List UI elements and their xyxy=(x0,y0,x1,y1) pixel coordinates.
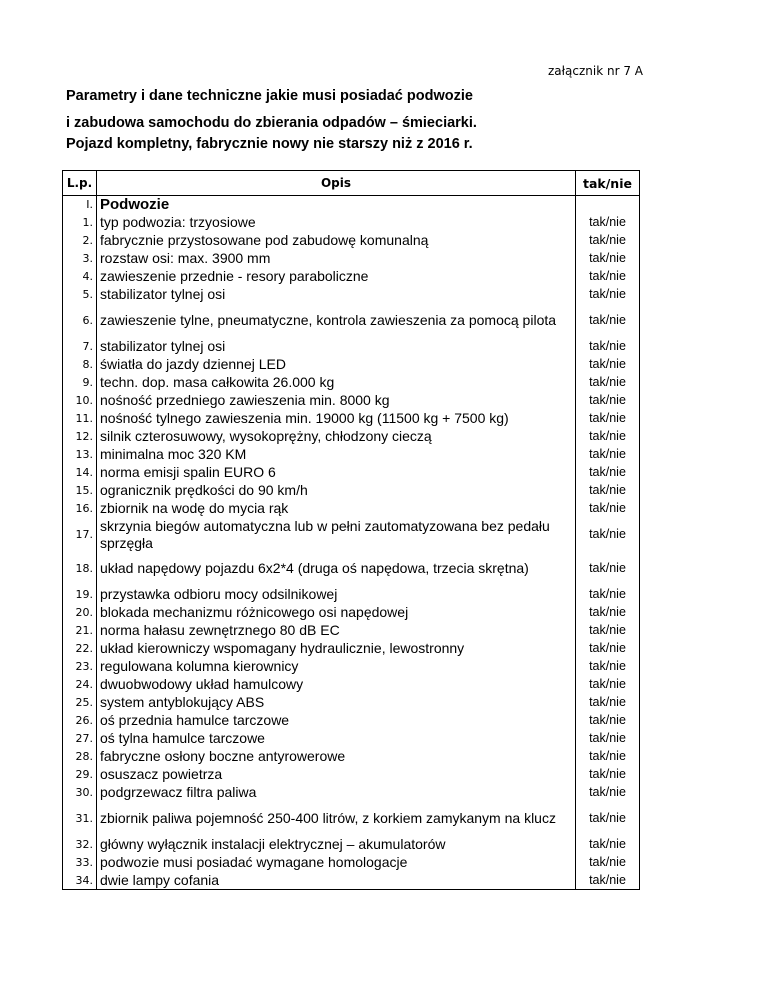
row-number: 24. xyxy=(63,676,97,694)
row-answer: tak/nie xyxy=(576,338,640,356)
section-row xyxy=(63,196,640,214)
row-answer: tak/nie xyxy=(576,518,640,552)
row-description: zawieszenie przednie - resory paraboliczne xyxy=(97,268,576,286)
row-description: światła do jazdy dziennej LED xyxy=(97,356,576,374)
table-row xyxy=(63,392,640,410)
row-number: 8. xyxy=(63,356,97,374)
row-answer: tak/nie xyxy=(576,356,640,374)
row-number: 25. xyxy=(63,694,97,712)
table-header-row xyxy=(63,171,640,196)
row-description: norma hałasu zewnętrznego 80 dB EC xyxy=(97,622,576,640)
table-row xyxy=(63,374,640,392)
row-answer: tak/nie xyxy=(576,304,640,338)
row-description: dwie lampy cofania xyxy=(97,872,576,890)
row-number: 27. xyxy=(63,730,97,748)
table-row xyxy=(63,640,640,658)
row-number: 31. xyxy=(63,802,97,836)
header-answer: tak/nie xyxy=(576,171,640,196)
table-row xyxy=(63,304,640,338)
row-answer: tak/nie xyxy=(576,286,640,304)
row-answer: tak/nie xyxy=(576,500,640,518)
row-description: skrzynia biegów automatyczna lub w pełni zautomatyzowana bez pedału sprzęgła xyxy=(97,518,576,552)
row-answer: tak/nie xyxy=(576,586,640,604)
row-answer: tak/nie xyxy=(576,410,640,428)
table-row xyxy=(63,232,640,250)
row-answer: tak/nie xyxy=(576,622,640,640)
row-answer: tak/nie xyxy=(576,232,640,250)
table-row xyxy=(63,250,640,268)
row-answer: tak/nie xyxy=(576,836,640,854)
table-row xyxy=(63,730,640,748)
row-description: stabilizator tylnej osi xyxy=(97,338,576,356)
table-row xyxy=(63,694,640,712)
table-row xyxy=(63,286,640,304)
annex-label: załącznik nr 7 A xyxy=(547,64,643,78)
row-answer: tak/nie xyxy=(576,428,640,446)
table-row xyxy=(63,356,640,374)
row-number: 5. xyxy=(63,286,97,304)
row-description: system antyblokujący ABS xyxy=(97,694,576,712)
row-number: 20. xyxy=(63,604,97,622)
row-answer: tak/nie xyxy=(576,784,640,802)
table-row xyxy=(63,338,640,356)
heading-line-2: i zabudowa samochodu do zbierania odpadów – śmieciarki. xyxy=(66,115,477,131)
row-number: 6. xyxy=(63,304,97,338)
table-row xyxy=(63,428,640,446)
row-number: 30. xyxy=(63,784,97,802)
heading-line-3: Pojazd kompletny, fabrycznie nowy nie starszy niż z 2016 r. xyxy=(66,136,473,152)
row-description: podgrzewacz filtra paliwa xyxy=(97,784,576,802)
row-answer: tak/nie xyxy=(576,676,640,694)
specification-table xyxy=(62,170,640,890)
table-row xyxy=(63,410,640,428)
row-answer: tak/nie xyxy=(576,872,640,890)
row-number: 7. xyxy=(63,338,97,356)
row-number: 22. xyxy=(63,640,97,658)
row-description: zbiornik paliwa pojemność 250-400 litrów, z korkiem zamykanym na klucz xyxy=(97,802,576,836)
row-number: I. xyxy=(63,196,97,214)
header-lp: L.p. xyxy=(63,171,97,196)
row-description: osuszacz powietrza xyxy=(97,766,576,784)
heading-line-1: Parametry i dane techniczne jakie musi posiadać podwozie xyxy=(66,88,473,104)
table-row xyxy=(63,748,640,766)
row-answer: tak/nie xyxy=(576,464,640,482)
table-row xyxy=(63,872,640,890)
row-description: fabryczne osłony boczne antyrowerowe xyxy=(97,748,576,766)
table-row xyxy=(63,268,640,286)
row-answer: tak/nie xyxy=(576,694,640,712)
row-description: ogranicznik prędkości do 90 km/h xyxy=(97,482,576,500)
row-number: 28. xyxy=(63,748,97,766)
table-row xyxy=(63,784,640,802)
row-description: blokada mechanizmu różnicowego osi napędowej xyxy=(97,604,576,622)
table-row xyxy=(63,552,640,586)
row-number: 19. xyxy=(63,586,97,604)
row-answer: tak/nie xyxy=(576,802,640,836)
row-number: 21. xyxy=(63,622,97,640)
row-answer: tak/nie xyxy=(576,268,640,286)
row-answer: tak/nie xyxy=(576,640,640,658)
row-number: 15. xyxy=(63,482,97,500)
row-number: 29. xyxy=(63,766,97,784)
row-number: 23. xyxy=(63,658,97,676)
table-row xyxy=(63,586,640,604)
table-row xyxy=(63,712,640,730)
table-row xyxy=(63,836,640,854)
row-number: 16. xyxy=(63,500,97,518)
row-description: układ kierowniczy wspomagany hydraulicznie, lewostronny xyxy=(97,640,576,658)
row-description: regulowana kolumna kierownicy xyxy=(97,658,576,676)
row-answer: tak/nie xyxy=(576,766,640,784)
row-description: nośność przedniego zawieszenia min. 8000 kg xyxy=(97,392,576,410)
header-description: Opis xyxy=(97,171,576,196)
row-description: Podwozie xyxy=(97,196,576,214)
row-answer: tak/nie xyxy=(576,446,640,464)
row-description: nośność tylnego zawieszenia min. 19000 kg (11500 kg + 7500 kg) xyxy=(97,410,576,428)
row-description: typ podwozia: trzyosiowe xyxy=(97,214,576,232)
row-answer: tak/nie xyxy=(576,604,640,622)
table-row xyxy=(63,446,640,464)
row-number: 14. xyxy=(63,464,97,482)
row-description: techn. dop. masa całkowita 26.000 kg xyxy=(97,374,576,392)
row-answer: tak/nie xyxy=(576,658,640,676)
row-description: rozstaw osi: max. 3900 mm xyxy=(97,250,576,268)
table-row xyxy=(63,214,640,232)
row-answer: tak/nie xyxy=(576,552,640,586)
table-row xyxy=(63,604,640,622)
row-number: 34. xyxy=(63,872,97,890)
row-description: zawieszenie tylne, pneumatyczne, kontrola zawieszenia za pomocą pilota xyxy=(97,304,576,338)
table-row xyxy=(63,766,640,784)
table-row xyxy=(63,658,640,676)
row-description: minimalna moc 320 KM xyxy=(97,446,576,464)
row-number: 18. xyxy=(63,552,97,586)
row-answer: tak/nie xyxy=(576,374,640,392)
row-answer: tak/nie xyxy=(576,854,640,872)
table-row xyxy=(63,622,640,640)
row-description: główny wyłącznik instalacji elektrycznej – akumulatorów xyxy=(97,836,576,854)
row-answer: tak/nie xyxy=(576,392,640,410)
row-number: 10. xyxy=(63,392,97,410)
row-answer: tak/nie xyxy=(576,250,640,268)
table-row xyxy=(63,802,640,836)
row-description: stabilizator tylnej osi xyxy=(97,286,576,304)
table-row xyxy=(63,464,640,482)
row-description: oś przednia hamulce tarczowe xyxy=(97,712,576,730)
row-number: 11. xyxy=(63,410,97,428)
row-description: fabrycznie przystosowane pod zabudowę komunalną xyxy=(97,232,576,250)
row-number: 3. xyxy=(63,250,97,268)
table-row xyxy=(63,676,640,694)
row-answer: tak/nie xyxy=(576,748,640,766)
row-answer: tak/nie xyxy=(576,482,640,500)
row-number: 2. xyxy=(63,232,97,250)
row-description: oś tylna hamulce tarczowe xyxy=(97,730,576,748)
table-body xyxy=(63,196,640,890)
table-row xyxy=(63,500,640,518)
row-number: 9. xyxy=(63,374,97,392)
row-number: 1. xyxy=(63,214,97,232)
row-number: 4. xyxy=(63,268,97,286)
row-number: 13. xyxy=(63,446,97,464)
row-answer: tak/nie xyxy=(576,214,640,232)
table-row xyxy=(63,482,640,500)
row-description: zbiornik na wodę do mycia rąk xyxy=(97,500,576,518)
row-number: 17. xyxy=(63,518,97,552)
row-description: silnik czterosuwowy, wysokoprężny, chłodzony cieczą xyxy=(97,428,576,446)
row-answer: tak/nie xyxy=(576,712,640,730)
row-description: dwuobwodowy układ hamulcowy xyxy=(97,676,576,694)
row-description: podwozie musi posiadać wymagane homologacje xyxy=(97,854,576,872)
row-number: 26. xyxy=(63,712,97,730)
table-row xyxy=(63,518,640,552)
row-number: 33. xyxy=(63,854,97,872)
table-row xyxy=(63,854,640,872)
row-number: 32. xyxy=(63,836,97,854)
row-number: 12. xyxy=(63,428,97,446)
row-answer xyxy=(576,196,640,214)
row-description: przystawka odbioru mocy odsilnikowej xyxy=(97,586,576,604)
row-answer: tak/nie xyxy=(576,730,640,748)
row-description: układ napędowy pojazdu 6x2*4 (druga oś napędowa, trzecia skrętna) xyxy=(97,552,576,586)
row-description: norma emisji spalin EURO 6 xyxy=(97,464,576,482)
